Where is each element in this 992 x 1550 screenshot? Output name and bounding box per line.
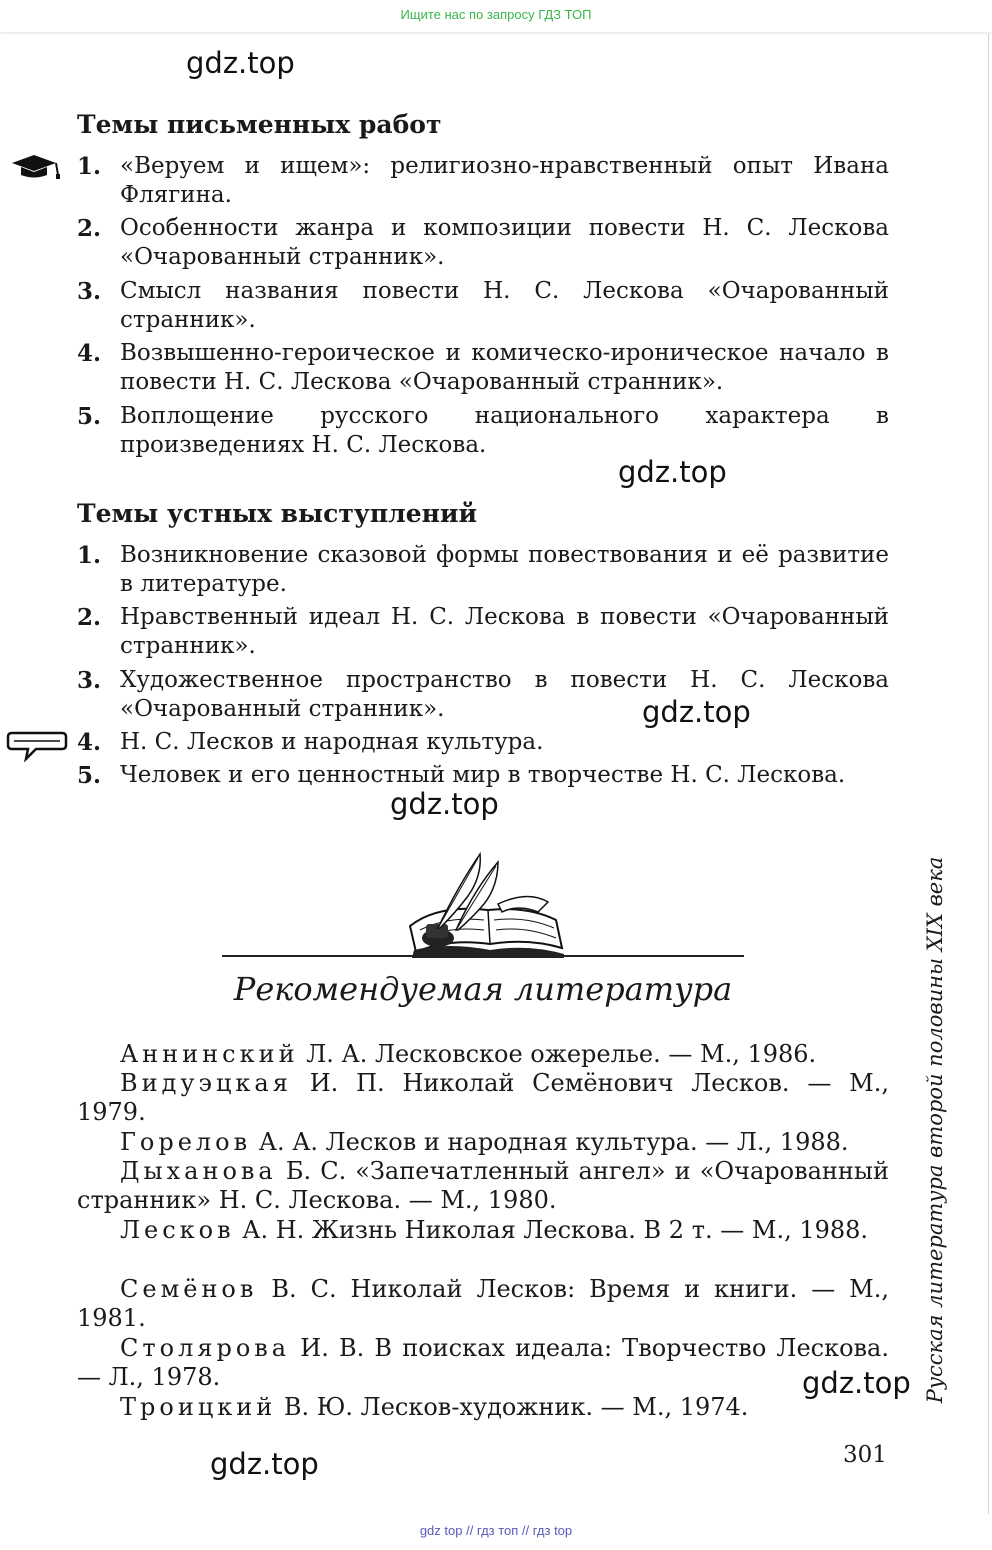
item-number: 5. — [77, 403, 102, 430]
reference-entry — [77, 1216, 889, 1245]
page-edge-line — [988, 34, 989, 1514]
item-text: Возвышенно-героическое и комическо-ироническое начало в повести Н. С. Лескова «Очарованный странник». — [120, 340, 889, 395]
watermark: gdz.top — [642, 695, 751, 729]
reference-entry — [77, 1040, 889, 1069]
item-number: 5. — [77, 762, 102, 789]
item-text: Художественное пространство в повести Н. С. Лескова «Очарованный странник». — [120, 667, 889, 722]
oral-topic-1 — [77, 541, 889, 599]
top-banner-text: Ищите нас по запросу ГДЗ ТОП — [400, 7, 592, 22]
reference-entry — [77, 1157, 889, 1215]
watermark: gdz.top — [186, 46, 295, 80]
reference-entry — [77, 1069, 889, 1127]
item-text: Нравственный идеал Н. С. Лескова в повести «Очарованный странник». — [120, 604, 889, 659]
quill-and-book-icon — [398, 846, 568, 958]
written-topic-2 — [77, 214, 889, 272]
watermark: gdz.top — [618, 455, 727, 489]
reference-details: И. В. В поисках идеала: Творчество Лескова. — Л., 1978. — [77, 1334, 889, 1391]
item-number: 2. — [77, 215, 102, 242]
item-number: 2. — [77, 604, 102, 631]
page-number: 301 — [843, 1442, 887, 1468]
item-text: Н. С. Лесков и народная культура. — [120, 729, 544, 755]
literature-heading: Рекомендуемая литература — [233, 970, 733, 1008]
reference-details: В. С. Николай Лесков: Время и книги. — М., 1981. — [77, 1275, 889, 1332]
reference-author: Аннинский — [120, 1040, 299, 1068]
reference-entry — [77, 1334, 889, 1392]
reference-author: Лесков — [120, 1216, 235, 1244]
reference-author: Столярова — [120, 1334, 291, 1362]
watermark: gdz.top — [210, 1447, 319, 1481]
item-number: 4. — [77, 340, 102, 367]
top-banner — [0, 0, 992, 32]
watermark: gdz.top — [390, 787, 499, 821]
reference-author: Видуэцкая — [120, 1069, 292, 1097]
reference-details: Б. С. «Запечатленный ангел» и «Очарованный странник» Н. С. Лескова. — М., 1980. — [77, 1157, 889, 1214]
oral-topic-3 — [77, 666, 889, 724]
item-number: 1. — [77, 542, 102, 569]
item-number: 3. — [77, 667, 102, 694]
graduation-cap-icon — [10, 153, 62, 183]
footer-links[interactable]: gdz top // гдз топ // гдз top — [419, 1523, 573, 1538]
reference-author: Семёнов — [120, 1275, 258, 1303]
item-text: Особенности жанра и композиции повести Н. С. Лескова «Очарованный странник». — [120, 215, 889, 270]
oral-topics-heading: Темы устных выступлений — [77, 499, 478, 528]
oral-topic-5 — [77, 761, 889, 790]
reference-entry — [77, 1275, 889, 1333]
reference-entry — [77, 1128, 889, 1157]
reference-author: Троицкий — [120, 1393, 277, 1421]
reference-details: А. А. Лесков и народная культура. — Л., 1988. — [258, 1128, 849, 1156]
watermark: gdz.top — [802, 1366, 911, 1400]
reference-details: А. Н. Жизнь Николая Лескова. В 2 т. — М., 1988. — [242, 1216, 869, 1244]
reference-author: Горелов — [120, 1128, 252, 1156]
speech-bubble-icon — [6, 730, 68, 762]
item-text: Возникновение сказовой формы повествования и её развитие в литературе. — [120, 542, 889, 597]
reference-details: В. Ю. Лесков-художник. — М., 1974. — [283, 1393, 749, 1421]
item-number: 3. — [77, 278, 102, 305]
written-topic-1 — [77, 152, 889, 210]
item-text: «Веруем и ищем»: религиозно-нравственный опыт Ивана Флягина. — [120, 153, 889, 208]
item-number: 1. — [77, 153, 102, 180]
oral-topic-2 — [77, 603, 889, 661]
written-topics-heading: Темы письменных работ — [77, 110, 442, 139]
side-caption-text: Русская литература второй половины XIX века — [923, 856, 947, 1404]
section-divider — [222, 955, 744, 957]
reference-details: Л. А. Лесковское ожерелье. — М., 1986. — [306, 1040, 817, 1068]
reference-author: Дыханова — [120, 1157, 277, 1185]
item-text: Воплощение русского национального характера в произведениях Н. С. Лескова. — [120, 403, 889, 458]
item-text: Человек и его ценностный мир в творчестве Н. С. Лескова. — [120, 762, 846, 788]
written-topic-3 — [77, 277, 889, 335]
reference-details: И. П. Николай Семёнович Лесков. — М., 1979. — [77, 1069, 889, 1126]
written-topic-5 — [77, 402, 889, 460]
written-topic-4 — [77, 339, 889, 397]
reference-entry — [77, 1393, 889, 1422]
item-text: Смысл названия повести Н. С. Лескова «Очарованный странник». — [120, 278, 889, 333]
item-number: 4. — [77, 729, 102, 756]
oral-topic-4 — [77, 728, 889, 757]
